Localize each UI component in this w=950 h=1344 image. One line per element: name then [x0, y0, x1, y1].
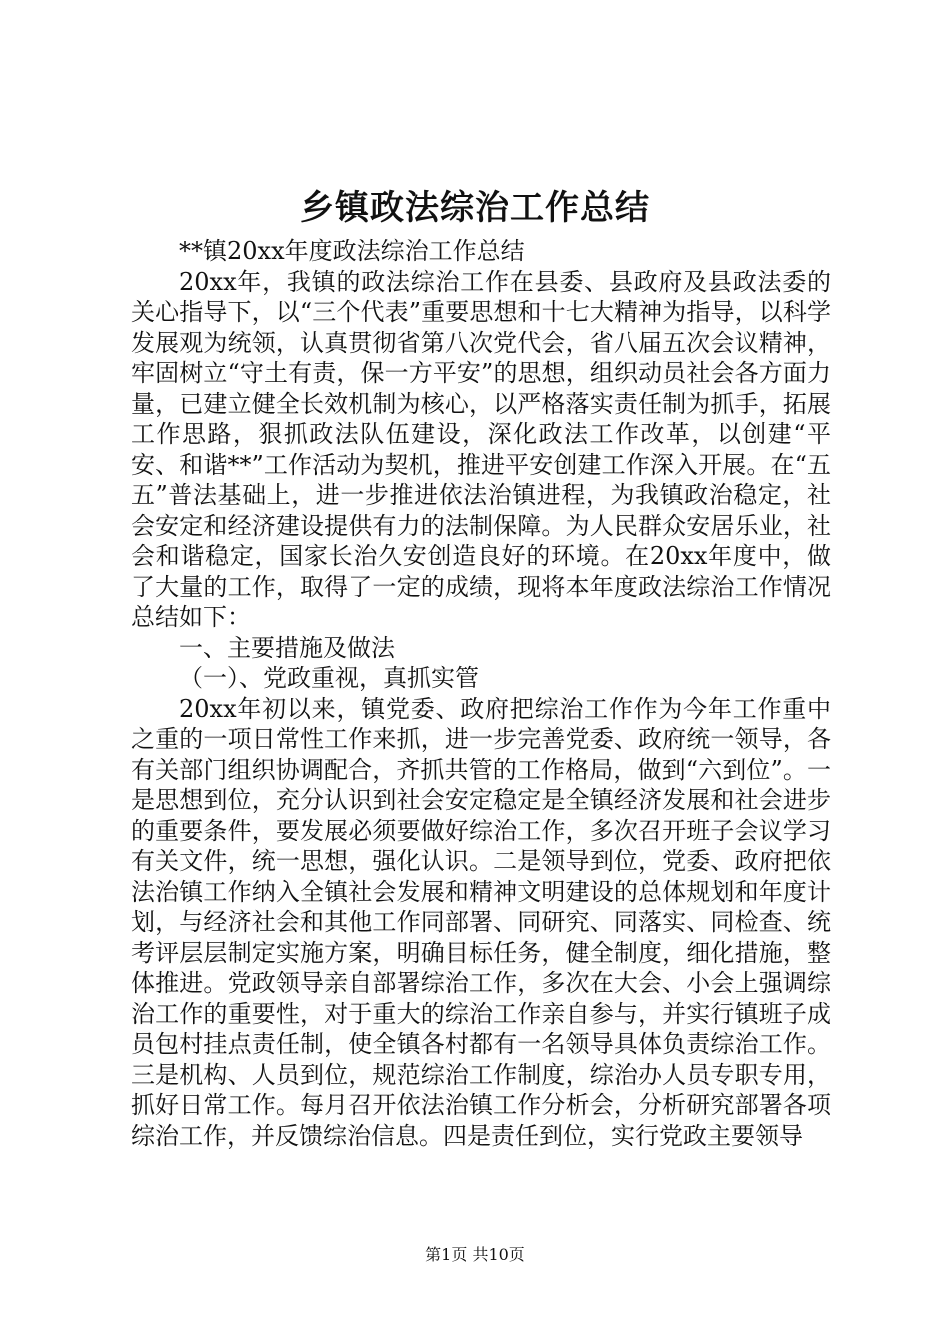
section-heading: 一、主要措施及做法 [179, 633, 395, 662]
document-title: 乡镇政法综治工作总结 [300, 188, 650, 228]
subsection-heading: （一）、党政重视，真抓实管 [179, 664, 479, 692]
document-subtitle: **镇20xx年度政法综治工作总结 [179, 237, 525, 265]
intro-paragraph: 20xx年，我镇的政法综治工作在县委、县政府及县政法委的关心指导下，以“三个代表”重要思想和十七大精神为指导，以科学发展观为统领，认真贯彻省第八次党代会，省八届五次会议精神，牢固树立“守土有责，保一方平安”的思想，组织动员社会各方面力量，已建立健全长效机制为核心，以严格落实责任制为抓手，拓展工作思路，狠抓政法队伍建设，深化政法工作改革，以创建“平安、和谐**”工作活动为契机，推进平安创建工作深入开展。在“五五”普法基础上，进一步推进依法治镇进程，为我镇政治稳定，社会安定和经济建设提供有力的法制保障。为人民群众安居乐业，社会和谐稳定，国家长治久安创造良好的环境。在20xx年度中，做了大量的工作，取得了一定的成绩，现将本年度政法综治工作情况总结如下： [131, 267, 831, 631]
document-body [131, 236, 831, 1151]
page-footer: 第1页 共10页 [425, 1245, 525, 1264]
section-paragraph: 20xx年初以来，镇党委、政府把综治工作作为今年工作重中之重的一项日常性工作来抓，进一步完善党委、政府统一领导，各有关部门组织协调配合，齐抓共管的工作格局，做到“六到位”。一是思想到位，充分认识到社会安定稳定是全镇经济发展和社会进步的重要条件，要发展必须要做好综治工作，多次召开班子会议学习有关文件，统一思想，强化认识。二是领导到位，党委、政府把依法治镇工作纳入全镇社会发展和精神文明建设的总体规划和年度计划，与经济社会和其他工作同部署、同研究、同落实、同检查、统考评层层制定实施方案，明确目标任务，健全制度，细化措施，整体推进。党政领导亲自部署综治工作，多次在大会、小会上强调综治工作的重要性，对于重大的综治工作亲自参与，并实行镇班子成员包村挂点责任制，使全镇各村都有一名领导具体负责综治工作。三是机构、人员到位，规范综治工作制度，综治办人员专职专用，抓好日常工作。每月召开依法治镇工作分析会，分析研究部署各项综治工作，并反馈综治信息。四是责任到位，实行党政主要领导 [131, 694, 831, 1150]
